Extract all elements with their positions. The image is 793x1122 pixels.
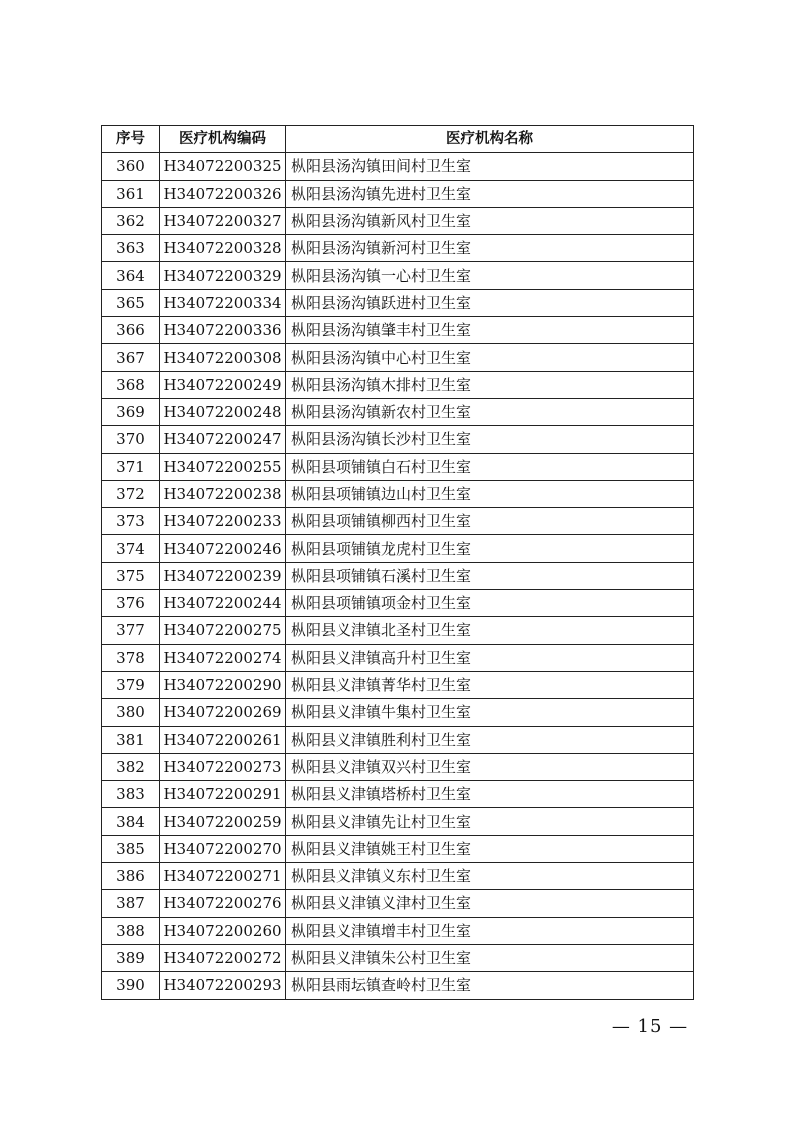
table-row (102, 590, 694, 617)
row-name-cell: 枞阳县汤沟镇新河村卫生室 (286, 235, 694, 262)
table-row (102, 207, 694, 234)
row-seq-cell: 387 (102, 890, 160, 917)
row-seq-cell: 373 (102, 508, 160, 535)
table-row (102, 944, 694, 971)
row-code-cell: H34072200259 (160, 808, 286, 835)
row-name-cell: 枞阳县汤沟镇新农村卫生室 (286, 398, 694, 425)
row-seq-cell: 377 (102, 617, 160, 644)
row-code-cell: H34072200260 (160, 917, 286, 944)
row-name-cell: 枞阳县汤沟镇跃进村卫生室 (286, 289, 694, 316)
table-row (102, 671, 694, 698)
row-name-cell: 枞阳县项铺镇白石村卫生室 (286, 453, 694, 480)
row-seq-cell: 365 (102, 289, 160, 316)
row-code-cell: H34072200328 (160, 235, 286, 262)
row-code-cell: H34072200255 (160, 453, 286, 480)
row-seq-cell: 385 (102, 835, 160, 862)
table-row (102, 262, 694, 289)
table-row (102, 480, 694, 507)
table-row (102, 289, 694, 316)
row-code-cell: H34072200291 (160, 781, 286, 808)
table-row (102, 972, 694, 999)
row-code-cell: H34072200271 (160, 863, 286, 890)
header-seq: 序号 (102, 126, 160, 153)
row-seq-cell: 388 (102, 917, 160, 944)
table-body (102, 153, 694, 999)
table-header-row (102, 126, 694, 153)
row-code-cell: H34072200327 (160, 207, 286, 234)
row-name-cell: 枞阳县义津镇胜利村卫生室 (286, 726, 694, 753)
row-code-cell: H34072200273 (160, 753, 286, 780)
medical-institutions-table (101, 125, 694, 1000)
row-code-cell: H34072200326 (160, 180, 286, 207)
row-seq-cell: 372 (102, 480, 160, 507)
row-code-cell: H34072200274 (160, 644, 286, 671)
header-name: 医疗机构名称 (286, 126, 694, 153)
row-seq-cell: 366 (102, 317, 160, 344)
table-row (102, 726, 694, 753)
row-name-cell: 枞阳县义津镇姚王村卫生室 (286, 835, 694, 862)
table-row (102, 235, 694, 262)
table-row (102, 317, 694, 344)
row-seq-cell: 376 (102, 590, 160, 617)
row-seq-cell: 374 (102, 535, 160, 562)
table-row (102, 535, 694, 562)
row-seq-cell: 362 (102, 207, 160, 234)
row-name-cell: 枞阳县汤沟镇先进村卫生室 (286, 180, 694, 207)
row-name-cell: 枞阳县汤沟镇中心村卫生室 (286, 344, 694, 371)
table-row (102, 863, 694, 890)
row-code-cell: H34072200275 (160, 617, 286, 644)
table-row (102, 617, 694, 644)
row-code-cell: H34072200239 (160, 562, 286, 589)
row-name-cell: 枞阳县汤沟镇田间村卫生室 (286, 153, 694, 180)
row-seq-cell: 390 (102, 972, 160, 999)
row-name-cell: 枞阳县项铺镇龙虎村卫生室 (286, 535, 694, 562)
table-row (102, 453, 694, 480)
row-seq-cell: 383 (102, 781, 160, 808)
row-name-cell: 枞阳县义津镇增丰村卫生室 (286, 917, 694, 944)
table-row (102, 781, 694, 808)
table-row (102, 644, 694, 671)
row-name-cell: 枞阳县雨坛镇查岭村卫生室 (286, 972, 694, 999)
row-name-cell: 枞阳县汤沟镇一心村卫生室 (286, 262, 694, 289)
row-code-cell: H34072200308 (160, 344, 286, 371)
row-seq-cell: 367 (102, 344, 160, 371)
table-row (102, 426, 694, 453)
row-code-cell: H34072200290 (160, 671, 286, 698)
page-number: — 15 — (611, 1016, 689, 1037)
row-name-cell: 枞阳县义津镇北圣村卫生室 (286, 617, 694, 644)
row-seq-cell: 384 (102, 808, 160, 835)
row-code-cell: H34072200293 (160, 972, 286, 999)
row-code-cell: H34072200270 (160, 835, 286, 862)
row-seq-cell: 360 (102, 153, 160, 180)
row-seq-cell: 369 (102, 398, 160, 425)
row-seq-cell: 378 (102, 644, 160, 671)
row-name-cell: 枞阳县义津镇菁华村卫生室 (286, 671, 694, 698)
row-seq-cell: 382 (102, 753, 160, 780)
row-seq-cell: 389 (102, 944, 160, 971)
row-code-cell: H34072200334 (160, 289, 286, 316)
table-row (102, 508, 694, 535)
row-name-cell: 枞阳县义津镇双兴村卫生室 (286, 753, 694, 780)
row-name-cell: 枞阳县义津镇义津村卫生室 (286, 890, 694, 917)
row-code-cell: H34072200261 (160, 726, 286, 753)
table-row (102, 835, 694, 862)
row-code-cell: H34072200244 (160, 590, 286, 617)
row-name-cell: 枞阳县项铺镇石溪村卫生室 (286, 562, 694, 589)
row-code-cell: H34072200269 (160, 699, 286, 726)
table-row (102, 917, 694, 944)
row-name-cell: 枞阳县义津镇牛集村卫生室 (286, 699, 694, 726)
row-code-cell: H34072200238 (160, 480, 286, 507)
row-code-cell: H34072200249 (160, 371, 286, 398)
row-seq-cell: 371 (102, 453, 160, 480)
row-name-cell: 枞阳县汤沟镇新风村卫生室 (286, 207, 694, 234)
table-row (102, 699, 694, 726)
row-seq-cell: 361 (102, 180, 160, 207)
row-code-cell: H34072200336 (160, 317, 286, 344)
row-name-cell: 枞阳县项铺镇柳西村卫生室 (286, 508, 694, 535)
table-row (102, 562, 694, 589)
table-row (102, 398, 694, 425)
table-row (102, 808, 694, 835)
row-name-cell: 枞阳县义津镇塔桥村卫生室 (286, 781, 694, 808)
row-code-cell: H34072200329 (160, 262, 286, 289)
row-code-cell: H34072200233 (160, 508, 286, 535)
row-code-cell: H34072200247 (160, 426, 286, 453)
table-row (102, 153, 694, 180)
table-row (102, 344, 694, 371)
row-seq-cell: 380 (102, 699, 160, 726)
row-code-cell: H34072200276 (160, 890, 286, 917)
row-seq-cell: 363 (102, 235, 160, 262)
header-code: 医疗机构编码 (160, 126, 286, 153)
row-name-cell: 枞阳县义津镇高升村卫生室 (286, 644, 694, 671)
row-name-cell: 枞阳县汤沟镇木排村卫生室 (286, 371, 694, 398)
row-name-cell: 枞阳县义津镇朱公村卫生室 (286, 944, 694, 971)
row-name-cell: 枞阳县项铺镇项金村卫生室 (286, 590, 694, 617)
row-seq-cell: 364 (102, 262, 160, 289)
row-name-cell: 枞阳县义津镇义东村卫生室 (286, 863, 694, 890)
table-row (102, 753, 694, 780)
row-name-cell: 枞阳县汤沟镇肇丰村卫生室 (286, 317, 694, 344)
table-row (102, 890, 694, 917)
row-code-cell: H34072200272 (160, 944, 286, 971)
row-seq-cell: 370 (102, 426, 160, 453)
row-name-cell: 枞阳县项铺镇边山村卫生室 (286, 480, 694, 507)
row-code-cell: H34072200248 (160, 398, 286, 425)
row-code-cell: H34072200246 (160, 535, 286, 562)
row-name-cell: 枞阳县汤沟镇长沙村卫生室 (286, 426, 694, 453)
row-seq-cell: 368 (102, 371, 160, 398)
row-seq-cell: 386 (102, 863, 160, 890)
row-seq-cell: 375 (102, 562, 160, 589)
table-row (102, 180, 694, 207)
row-seq-cell: 381 (102, 726, 160, 753)
row-name-cell: 枞阳县义津镇先让村卫生室 (286, 808, 694, 835)
row-seq-cell: 379 (102, 671, 160, 698)
table-row (102, 371, 694, 398)
row-code-cell: H34072200325 (160, 153, 286, 180)
